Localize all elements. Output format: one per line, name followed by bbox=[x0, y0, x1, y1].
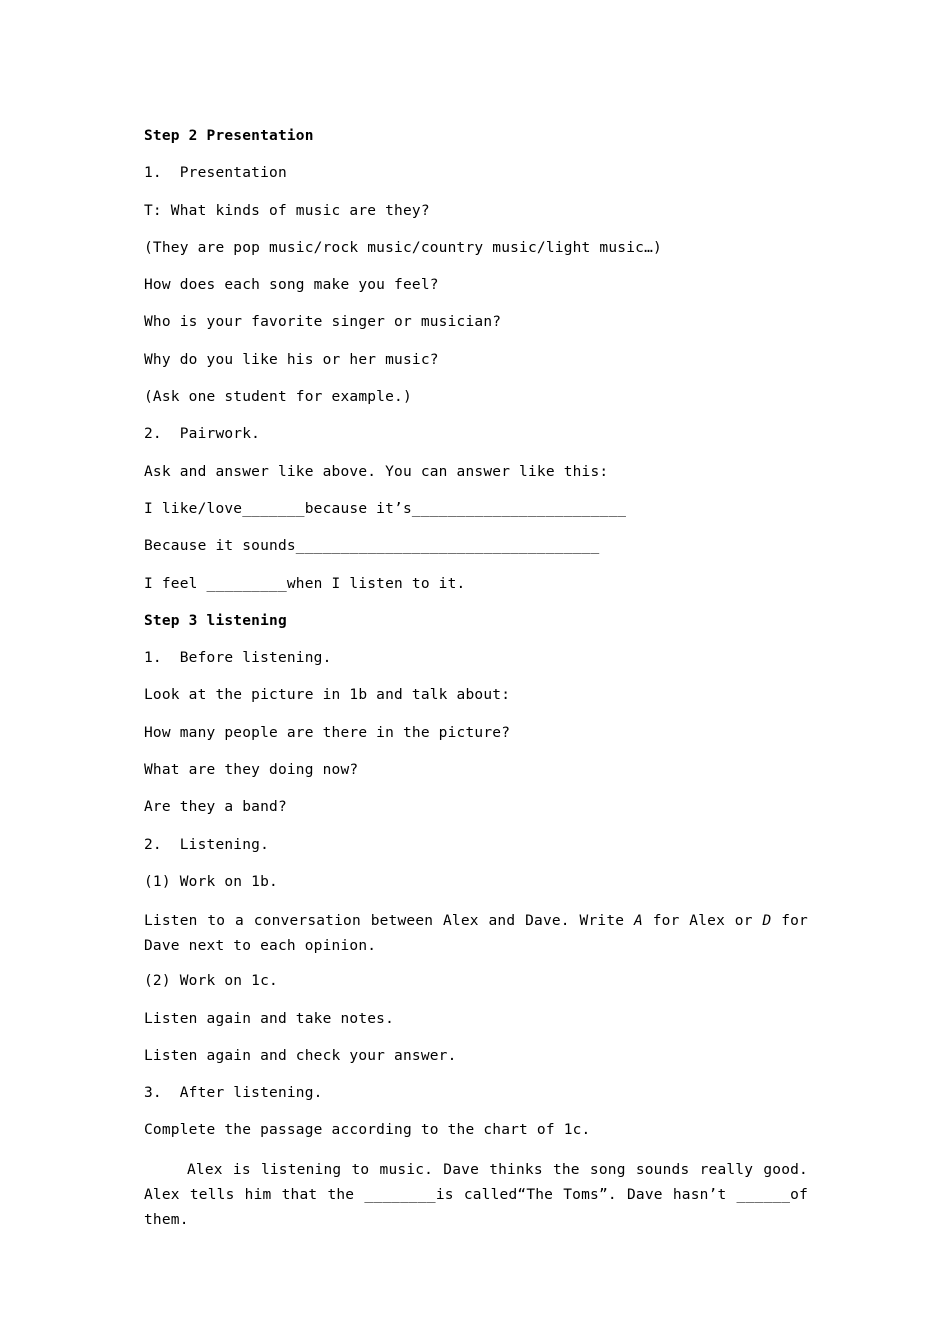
step3-question-1: How many people are there in the picture? bbox=[144, 724, 511, 741]
sub1-text-c: for Dave next to each opinion. bbox=[144, 913, 808, 955]
step3-instruction-3: Complete the passage according to the chart of 1c. bbox=[144, 1122, 591, 1139]
step3-question-3: Are they a band? bbox=[144, 799, 287, 816]
sub1-text-b: for Alex or bbox=[642, 913, 763, 930]
sub1-text-a: Listen to a conversation between Alex and Dave. Write bbox=[144, 913, 634, 930]
step2-item2: 2. Pairwork. bbox=[144, 426, 261, 443]
step2-item1: 1. Presentation bbox=[144, 165, 287, 182]
step2-pattern-1: I like/love_______because it’s________________________ bbox=[144, 500, 627, 517]
step3-sub2: (2) Work on 1c. bbox=[144, 973, 278, 990]
step3-item3: 3. After listening. bbox=[144, 1085, 323, 1102]
alex-marker: A bbox=[633, 913, 643, 930]
step2-question-1: T: What kinds of music are they? bbox=[144, 202, 430, 219]
step2-question-2: How does each song make you feel? bbox=[144, 277, 439, 294]
step3-item2: 2. Listening. bbox=[144, 836, 270, 853]
dave-marker: D bbox=[762, 913, 772, 930]
document-page bbox=[144, 126, 808, 1245]
step2-question-4: Why do you like his or her music? bbox=[144, 351, 439, 368]
step2-instruction: Ask and answer like above. You can answer like this: bbox=[144, 463, 609, 480]
step2-question-3: Who is your favorite singer or musician? bbox=[144, 314, 502, 331]
step3-heading: Step 3 listening bbox=[144, 612, 287, 629]
step3-passage: Alex is listening to music. Dave thinks the song sounds really good. Alex tells him that the ________is called“The Toms”. Dave hasn’t ______of them. bbox=[144, 1161, 808, 1228]
step3-instruction-1: Look at the picture in 1b and talk about: bbox=[144, 687, 511, 704]
step3-question-2: What are they doing now? bbox=[144, 762, 359, 779]
step3-sub2-line-2: Listen again and check your answer. bbox=[144, 1047, 457, 1064]
step3-item1: 1. Before listening. bbox=[144, 650, 332, 667]
step2-pattern-2: Because it sounds__________________________________ bbox=[144, 538, 600, 555]
step3-sub1: (1) Work on 1b. bbox=[144, 873, 278, 890]
step2-answer-1: (They are pop music/rock music/country music/light music…) bbox=[144, 239, 662, 256]
step2-note: (Ask one student for example.) bbox=[144, 389, 412, 406]
step2-heading: Step 2 Presentation bbox=[144, 128, 314, 144]
step3-sub1-instruction bbox=[144, 909, 808, 959]
step2-pattern-3: I feel _________when I listen to it. bbox=[144, 575, 466, 592]
step3-sub2-line-1: Listen again and take notes. bbox=[144, 1010, 395, 1027]
